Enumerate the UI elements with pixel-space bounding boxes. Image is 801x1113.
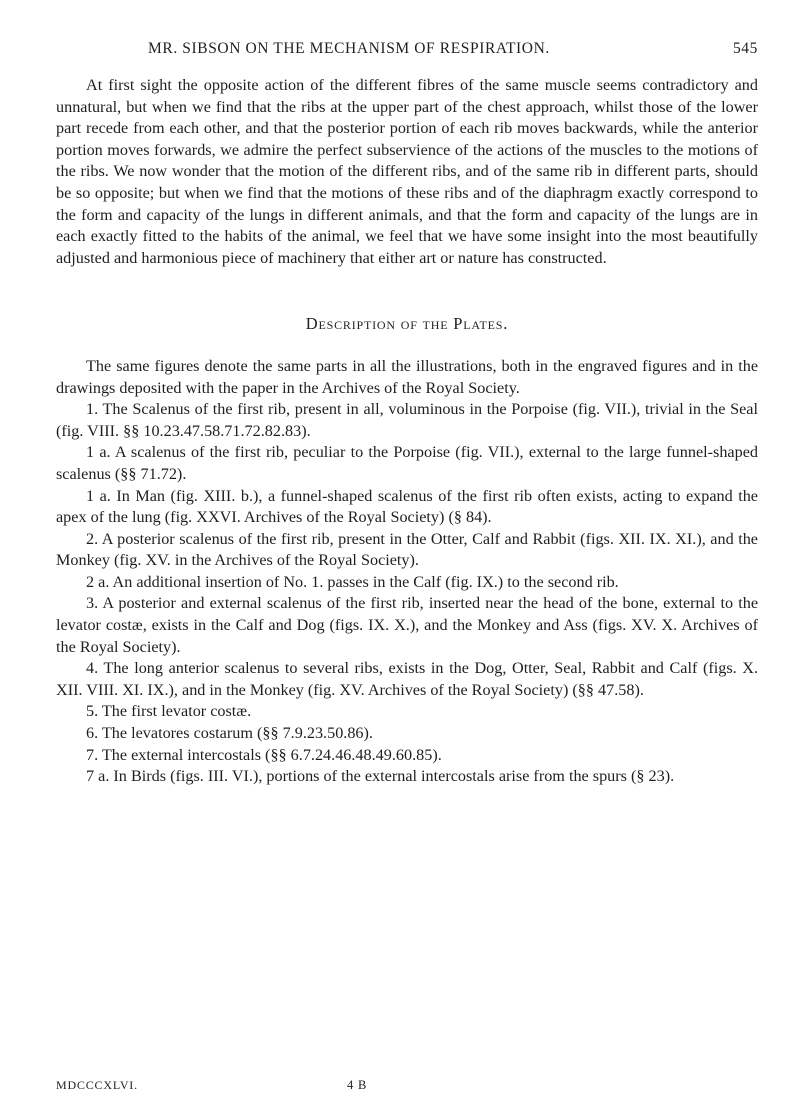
plate-entry: 4. The long anterior scalenus to several ribs, exists in the Dog, Otter, Seal, Rabbit and Calf (figs. X. XII. VIII. XI. IX.), and in the Monkey (fig. XV. Archives of the Royal Society) (§§ 47.58). (56, 659, 758, 699)
plate-entry: 2. A posterior scalenus of the first rib, present in the Otter, Calf and Rabbit (figs. XII. IX. XI.), and the Monkey (fig. XV. in the Archives of the Royal Society). (56, 529, 758, 570)
plate-entry: 1. The Scalenus of the first rib, present in all, voluminous in the Porpoise (fig. VII.), trivial in the Seal (fig. VIII. §§ 10.23.47.58.71.72.82.83). (56, 400, 758, 440)
plates-intro-paragraph: The same figures denote the same parts in all the illustrations, both in the engraved figures and in the drawings deposited with the paper in the Archives of the Royal Society. (56, 356, 758, 397)
volume-signature: MDCCCXLVI. (56, 1078, 138, 1092)
plate-entry: 5. The first levator costæ. (86, 702, 252, 721)
page-number: 545 (732, 40, 758, 57)
page-body (56, 75, 758, 788)
plate-entry: 7 a. In Birds (figs. III. VI.), portions of the external intercostals arise from the spurs (§ 23). (86, 767, 675, 786)
plate-entry: 7. The external intercostals (§§ 6.7.24.46.48.49.60.85). (86, 745, 442, 764)
plate-entry: 1 a. In Man (fig. XIII. b.), a funnel-shaped scalenus of the first rib often exists, acting to expand the apex of the lung (fig. XXVI. Archives of the Royal Society) (§ 84). (56, 486, 758, 527)
plate-entry: 6. The levatores costarum (§§ 7.9.23.50.86). (86, 724, 373, 743)
intro-paragraph: At first sight the opposite action of the different fibres of the same muscle seems contradictory and unnatural, but when we find that the ribs at the upper part of the chest approach, whilst those of the lower part recede from each other, and that the posterior portion of each rib moves backwards, while the anterior portion moves forwards, we admire the perfect subservience of the actions of the muscles to the motions of the ribs. We now wonder that the motion of the different ribs, and of the same rib in different parts, should be so opposite; but when we find that the motions of these ribs and of the diaphragm exactly correspond to the form and capacity of the lungs in different animals, and that the form and capacity of the lungs are in each exactly fitted to the habits of the animal, we feel that we have some insight into the most beautifully adjusted and harmonious piece of machinery that either art or nature has constructed. (56, 76, 758, 267)
plate-entry: 1 a. A scalenus of the first rib, peculiar to the Porpoise (fig. VII.), external to the large funnel-shaped scalenus (§§ 71.72). (56, 443, 758, 483)
page-footer (56, 1078, 758, 1098)
running-title: MR. SIBSON ON THE MECHANISM OF RESPIRATION. (148, 40, 550, 57)
section-title: Description of the Plates. (305, 314, 509, 334)
signature-mark: 4 B (347, 1078, 368, 1092)
plate-entry: 3. A posterior and external scalenus of the first rib, inserted near the head of the bone, external to the levator costæ, exists in the Calf and Dog (figs. IX. X.), and the Monkey and Ass (figs. XV. X. Archives of the Royal Society). (56, 594, 758, 656)
plate-entry: 2 a. An additional insertion of No. 1. passes in the Calf (fig. IX.) to the second rib. (86, 572, 619, 591)
running-header (148, 40, 758, 64)
